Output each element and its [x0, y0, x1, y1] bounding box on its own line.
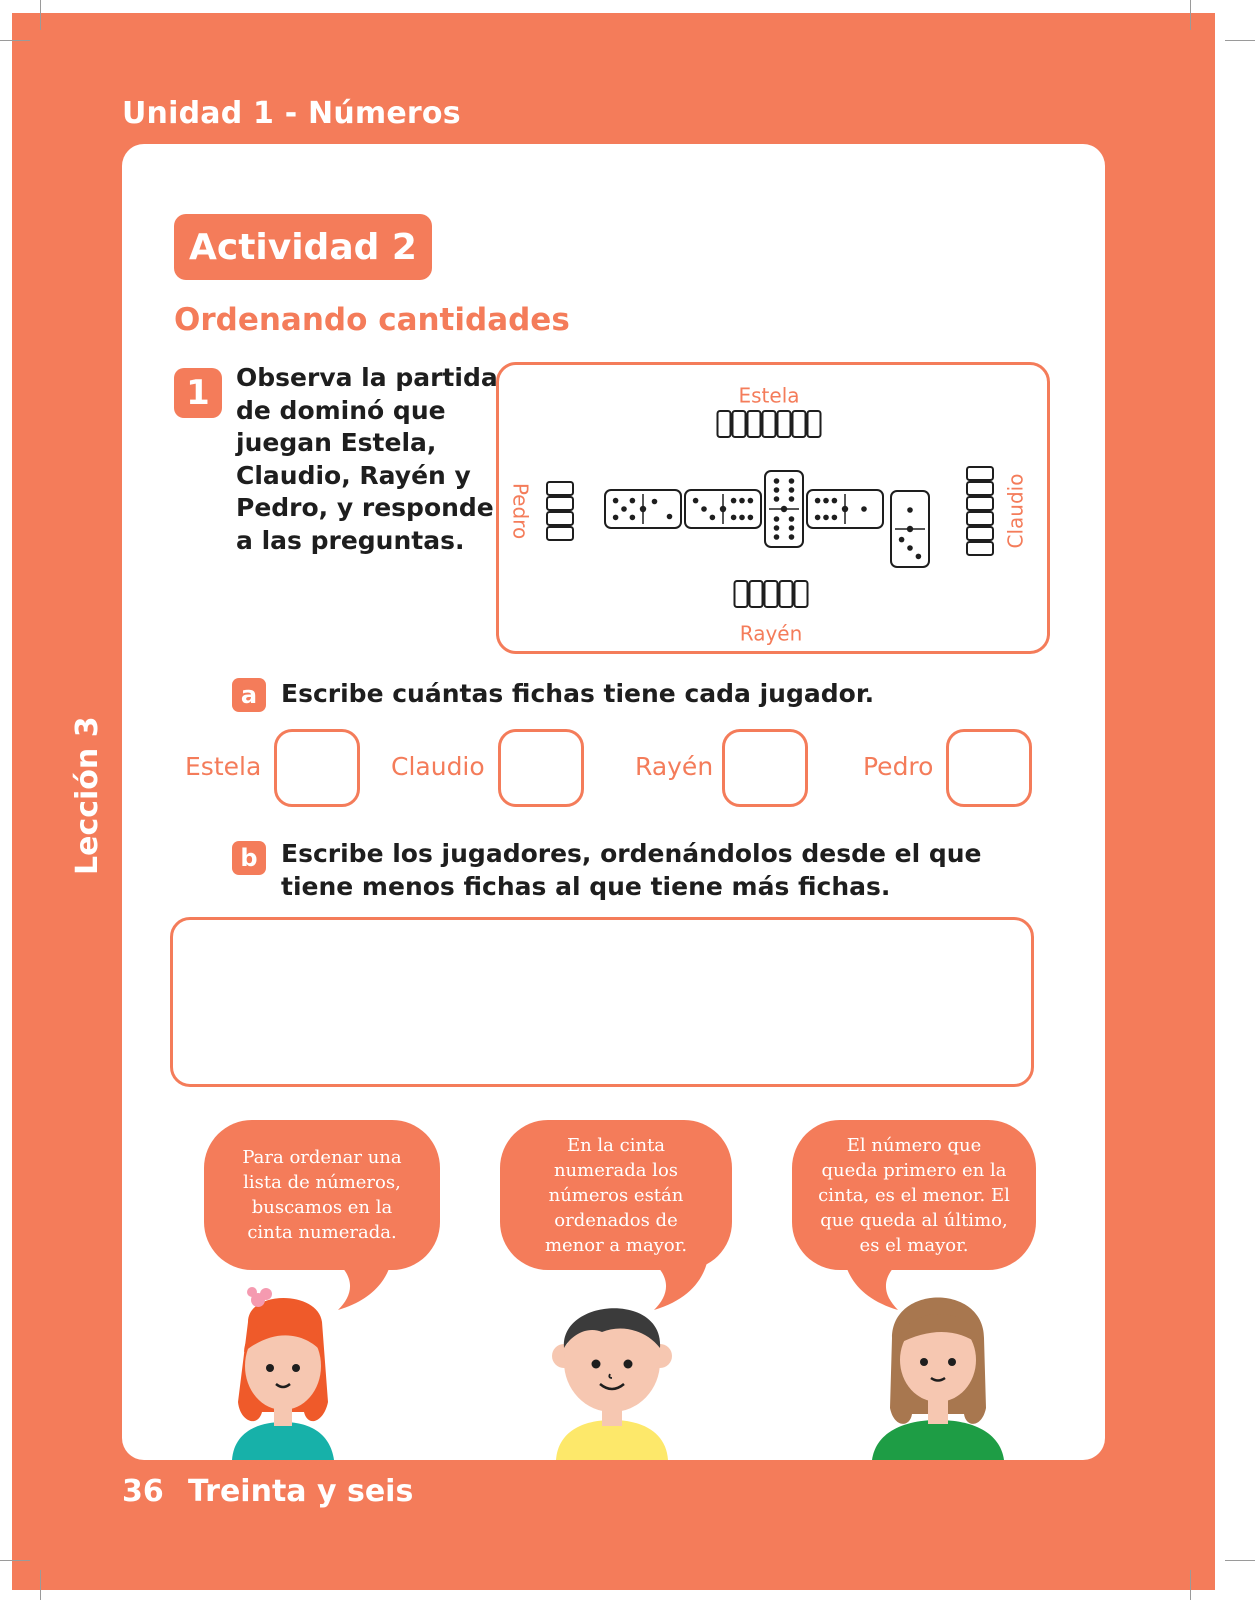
task-b-letter: b: [232, 841, 266, 875]
instruction-text: Observa la partida de dominó que juegan Estela, Claudio, Rayén y Pedro, y responde a las preguntas.: [236, 363, 498, 555]
hand-tile-2-0: [735, 581, 748, 607]
domino-game-illustration: [496, 362, 1050, 654]
answer-label-claudio: Claudio: [391, 752, 485, 781]
crop-mark: [1225, 40, 1255, 41]
crop-mark: [1225, 1560, 1255, 1561]
hand-tile-1-5: [967, 542, 993, 555]
answer-label-rayen: Rayén: [635, 752, 714, 781]
activity-subtitle: Ordenando cantidades: [174, 302, 570, 338]
hand-tile-0-6: [808, 411, 821, 437]
hand-tile-3-1: [547, 497, 573, 510]
task-a-letter: a: [232, 678, 266, 712]
hand-tile-2-1: [750, 581, 763, 607]
answer-label-estela: Estela: [185, 752, 262, 781]
crop-mark: [40, 1570, 41, 1600]
boy-dark-hair-illustration: [542, 1282, 682, 1460]
activity-card: [122, 144, 1105, 1460]
hand-tile-0-0: [718, 411, 731, 437]
hand-tile-3-3: [547, 527, 573, 540]
hand-tile-2-4: [795, 581, 808, 607]
girl-red-hair-illustration: [218, 1282, 348, 1460]
hand-tile-1-1: [967, 482, 993, 495]
speech-bubble-3-text: El número que queda primero en la cinta, es el menor. El que queda al último, es el mayor.: [818, 1134, 1010, 1256]
hand-tile-1-4: [967, 527, 993, 540]
hand-tile-1-0: [967, 467, 993, 480]
answer-label-pedro: Pedro: [863, 752, 934, 781]
task-a-text: Escribe cuántas fichas tiene cada jugador.: [281, 679, 875, 708]
hand-tile-1-2: [967, 497, 993, 510]
step-number-badge: 1: [174, 368, 222, 418]
hand-tile-0-4: [778, 411, 791, 437]
player-name-0: Estela: [738, 383, 800, 408]
hand-tile-3-0: [547, 482, 573, 495]
lesson-label: Lección 3: [70, 716, 105, 875]
player-name-2: Rayén: [739, 621, 803, 646]
girl-brown-hair-illustration: [868, 1278, 1008, 1460]
crop-mark: [40, 0, 41, 30]
player-name-3: Pedro: [508, 482, 533, 540]
hand-tile-0-3: [763, 411, 776, 437]
crop-mark: [1190, 0, 1191, 30]
player-name-1: Claudio: [1003, 473, 1028, 549]
hand-tile-1-3: [967, 512, 993, 525]
activity-badge: Actividad 2: [174, 214, 432, 280]
task-b-text: Escribe los jugadores, ordenándolos desde el que tiene menos fichas al que tiene más fichas.: [281, 839, 982, 901]
hand-tile-3-2: [547, 512, 573, 525]
hand-tile-0-5: [793, 411, 806, 437]
answer-box-pedro[interactable]: [946, 729, 1032, 807]
speech-bubble-1: [204, 1120, 440, 1270]
answer-box-rayen[interactable]: [722, 729, 808, 807]
answer-box-claudio[interactable]: [498, 729, 584, 807]
hand-tile-2-3: [780, 581, 793, 607]
crop-mark: [0, 1560, 30, 1561]
hand-tile-0-2: [748, 411, 761, 437]
domino-board-svg: [499, 365, 1053, 657]
speech-bubble-2: [500, 1120, 732, 1270]
crop-mark: [0, 40, 30, 41]
answer-box-estela[interactable]: [274, 729, 360, 807]
page-number-words: Treinta y seis: [188, 1474, 414, 1509]
order-answer-box[interactable]: [170, 917, 1034, 1087]
crop-mark: [1190, 1570, 1191, 1600]
unit-title: Unidad 1 - Números: [122, 96, 461, 131]
speech-bubble-2-text: En la cinta numerada los números están ordenados de menor a mayor.: [544, 1134, 688, 1256]
speech-bubble-3: [792, 1120, 1036, 1270]
speech-bubble-1-text: Para ordenar una lista de números, buscamos en la cinta numerada.: [242, 1147, 402, 1243]
hand-tile-0-1: [733, 411, 746, 437]
hand-tile-2-2: [765, 581, 778, 607]
page-number: 36: [122, 1474, 164, 1509]
